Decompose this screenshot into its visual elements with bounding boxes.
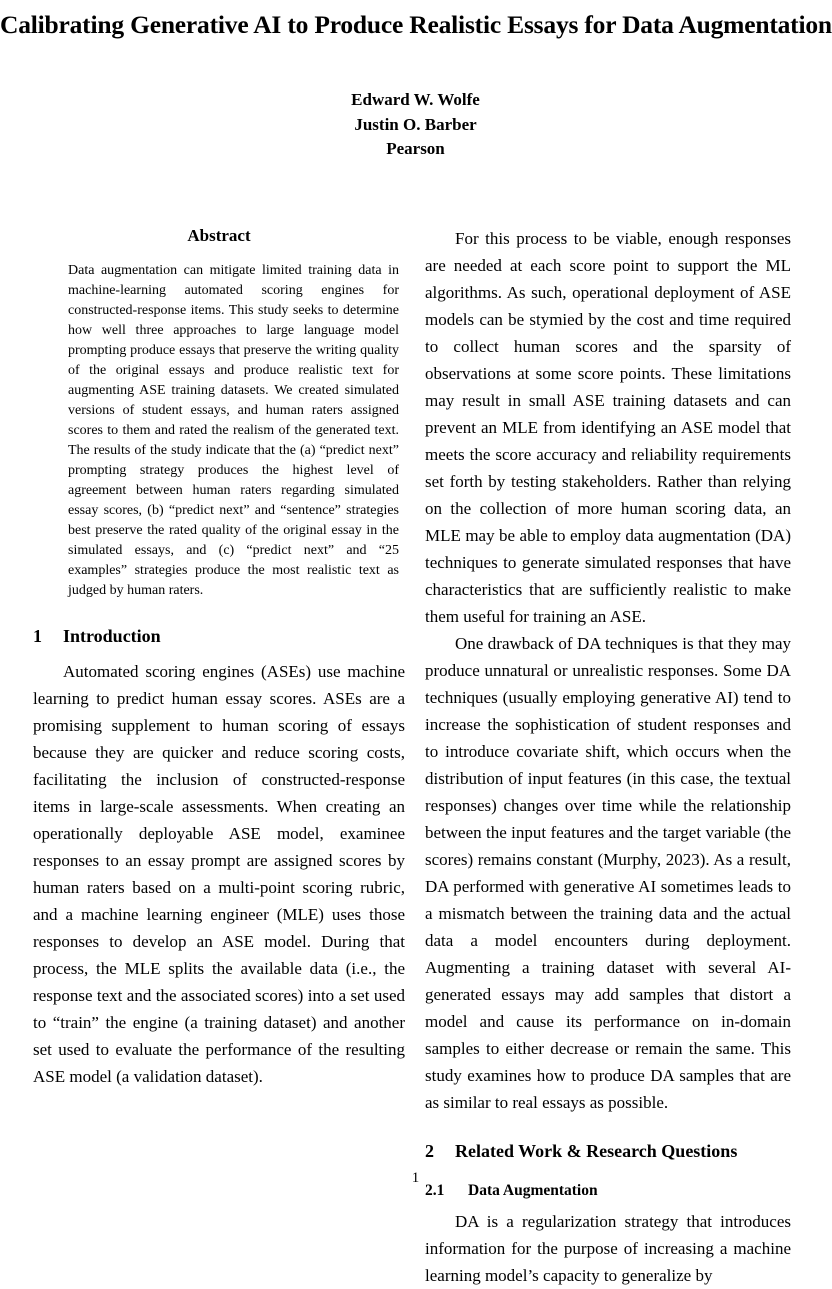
column-left <box>33 225 405 1160</box>
paragraph-intro-2: For this process to be viable, enough responses are needed at each score point to support the ML algorithms. As such, operational deployment of ASE models can be stymied by the cost and time required to collect human scores and the sparsity of observations at some score points. These limitations may result in small ASE training datasets and can prevent an MLE from identifying an ASE model that meets the score accuracy and reliability requirements set forth by testing stakeholders. Rather than relying on the collection of more human scoring data, an MLE may be able to employ data augmentation (DA) techniques to generate simulated responses that have characteristics that are sufficiently realistic to make them useful for training an ASE. <box>425 229 791 626</box>
author-name-2: Justin O. Barber <box>354 114 477 134</box>
section-number: 1 <box>33 626 42 646</box>
page-number: 1 <box>411 1170 420 1186</box>
section-heading-introduction <box>33 625 405 647</box>
author-affiliation: Pearson <box>386 139 445 158</box>
section-number: 2 <box>425 1141 434 1161</box>
paragraph-intro-1: Automated scoring engines (ASEs) use machine learning to predict human essay scores. ASEs are a promising supplement to human scoring of essays because they are quicker and reduce scoring costs, facilitating the inclusion of constructed-response items in large-scale assessments. When creating an operationally deployable ASE model, examinee responses to an essay prompt are assigned scores by human raters based on a multi-point scoring rubric, and a machine learning engineer (MLE) uses those responses to develop an ASE model. During that process, the MLE splits the available data (i.e., the response text and the associated scores) into a set used to “train” the engine (a training dataset) and another set used to evaluate the performance of the resulting ASE model (a validation dataset). <box>33 662 405 1086</box>
author-name-1: Edward W. Wolfe <box>351 90 480 109</box>
paragraph-intro-3: One drawback of DA techniques is that they may produce unnatural or unrealistic responses. Some DA techniques (usually employing generative AI) tend to increase the sophistication of student responses and to introduce covariate shift, which occurs when the distribution of input features (in this case, the textual responses) changes over time while the relationship between the input features and the target variable (the scores) remains constant (Murphy, 2023). As a result, DA performed with generative AI sometimes leads to a mismatch between the training data and the actual data a model encounters during deployment. Augmenting a training dataset with several AI-generated essays may add samples that distort a model and cause its performance on in-domain samples to either decrease or remain the same. This study examines how to produce DA samples that are as similar to real essays as possible. <box>425 634 791 1112</box>
section-title: Introduction <box>63 626 161 646</box>
abstract-heading: Abstract <box>187 226 251 245</box>
abstract-text: Data augmentation can mitigate limited training data in machine-learning automated scoring engines for constructed-response items. This study seeks to determine how well three approaches to large language model prompting produce essays that preserve the writing quality of the original essays and produce realistic text for augmenting ASE training datasets. We created simulated versions of student essays, and human raters assigned scores to them and rated the realism of the generated text. The results of the study indicate that the (a) “predict next” prompting strategy produces the highest level of agreement between human raters regarding simulated essay scores, (b) “predict next” and “sentence” strategies best preserve the rated quality of the original essay in the simulated essays, and (c) “predict next” and “25 examples” strategies produce the most realistic text as judged by human raters. <box>68 263 399 598</box>
section-title: Related Work & Research Questions <box>455 1141 738 1161</box>
section-heading-related-work <box>425 1140 791 1162</box>
paragraph-data-augmentation-1: DA is a regularization strategy that introduces information for the purpose of increasing a machine learning model’s capacity to generalize by <box>425 1212 791 1285</box>
subsection-title: Data Augmentation <box>468 1182 598 1199</box>
subsection-number: 2.1 <box>425 1182 445 1199</box>
paper-title: Calibrating Generative AI to Produce Realistic Essays for Data Augmentation <box>0 10 832 40</box>
author-block <box>0 88 831 162</box>
column-right <box>425 225 791 1285</box>
